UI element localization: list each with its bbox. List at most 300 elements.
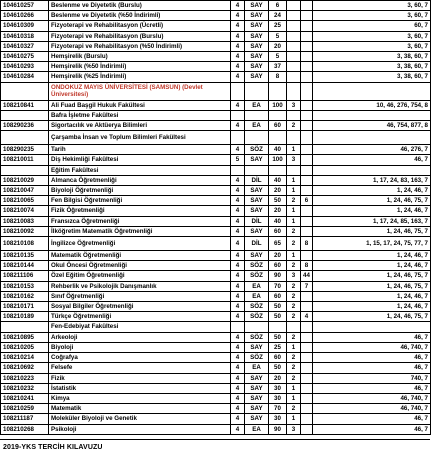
empty-cell (313, 165, 431, 175)
duration-cell: 4 (231, 175, 245, 185)
duration-cell: 5 (231, 155, 245, 165)
additional-cell (301, 206, 313, 216)
duration-cell: 4 (231, 353, 245, 363)
program-row (1, 237, 431, 251)
quota-cell: 5 (269, 31, 287, 41)
program-row (1, 353, 431, 363)
conditions-cell: 3, 60, 7 (313, 11, 431, 21)
program-name-cell: Özel Eğitim Öğretmenliği (49, 271, 231, 281)
additional-cell (301, 404, 313, 414)
score-type-cell: SAY (245, 62, 269, 72)
quota-cell: 40 (269, 216, 287, 226)
program-row (1, 41, 431, 51)
duration-cell: 4 (231, 281, 245, 291)
extra-quota-cell: 2 (287, 312, 301, 322)
conditions-cell: 1, 24, 46, 7 (313, 186, 431, 196)
program-name-cell: Türkçe Öğretmenliği (49, 312, 231, 322)
program-code-cell: 108210214 (1, 353, 49, 363)
additional-cell (301, 1, 313, 11)
program-code-cell (1, 131, 49, 145)
quota-cell: 37 (269, 62, 287, 72)
duration-cell: 4 (231, 145, 245, 155)
score-type-cell: EA (245, 424, 269, 434)
quota-cell: 100 (269, 155, 287, 165)
duration-cell: 4 (231, 186, 245, 196)
program-row (1, 312, 431, 322)
program-name-cell: Kimya (49, 393, 231, 403)
score-type-cell: DİL (245, 175, 269, 185)
university-header-row (1, 82, 431, 100)
extra-quota-cell: 2 (287, 237, 301, 251)
conditions-cell: 1, 24, 46, 7 (313, 251, 431, 261)
duration-cell: 4 (231, 373, 245, 383)
program-name-cell: Ali Fuad Başgil Hukuk Fakültesi (49, 100, 231, 110)
empty-cell (231, 82, 245, 100)
program-code-cell: 108210074 (1, 206, 49, 216)
program-name-cell: Diş Hekimliği Fakültesi (49, 155, 231, 165)
additional-cell (301, 393, 313, 403)
program-name-cell: Hemşirelik (Burslu) (49, 52, 231, 62)
extra-quota-cell (287, 31, 301, 41)
program-name-cell: Sınıf Öğretmenliği (49, 291, 231, 301)
program-code-cell: 108211106 (1, 271, 49, 281)
quota-cell: 50 (269, 302, 287, 312)
empty-cell (313, 110, 431, 120)
quota-cell: 40 (269, 145, 287, 155)
score-type-cell: SAY (245, 31, 269, 41)
program-name-cell: İlköğretim Matematik Öğretmenliği (49, 226, 231, 236)
program-code-cell (1, 82, 49, 100)
conditions-cell: 46, 740, 7 (313, 393, 431, 403)
conditions-cell: 46, 740, 7 (313, 342, 431, 352)
program-code-cell: 108210108 (1, 237, 49, 251)
score-type-cell: DİL (245, 216, 269, 226)
conditions-cell: 3, 60, 7 (313, 1, 431, 11)
program-code-cell: 108210692 (1, 363, 49, 373)
additional-cell (301, 175, 313, 185)
duration-cell: 4 (231, 216, 245, 226)
program-row (1, 1, 431, 11)
score-type-cell: SAY (245, 206, 269, 216)
empty-cell (313, 82, 431, 100)
quota-cell: 20 (269, 373, 287, 383)
empty-cell (231, 110, 245, 120)
program-code-cell: 108210047 (1, 186, 49, 196)
program-name-cell: Okul Öncesi Öğretmenliği (49, 261, 231, 271)
extra-quota-cell: 3 (287, 271, 301, 281)
duration-cell: 4 (231, 100, 245, 110)
score-type-cell: SAY (245, 21, 269, 31)
additional-cell: 4 (301, 312, 313, 322)
program-name-cell: Psikoloji (49, 424, 231, 434)
program-code-cell: 108210171 (1, 302, 49, 312)
quota-cell: 20 (269, 41, 287, 51)
quota-cell: 50 (269, 363, 287, 373)
quota-cell: 24 (269, 11, 287, 21)
score-type-cell: SAY (245, 155, 269, 165)
quota-cell: 50 (269, 196, 287, 206)
faculty-name: Bafra İşletme Fakültesi (49, 110, 231, 120)
duration-cell: 4 (231, 206, 245, 216)
quota-cell: 8 (269, 72, 287, 82)
extra-quota-cell: 1 (287, 206, 301, 216)
additional-cell: 8 (301, 237, 313, 251)
empty-cell (287, 131, 301, 145)
program-name-cell: Felsefe (49, 363, 231, 373)
conditions-cell: 46, 754, 877, 8 (313, 121, 431, 131)
program-row (1, 342, 431, 352)
program-name-cell: Hemşirelik (%50 İndirimli) (49, 62, 231, 72)
conditions-cell: 1, 24, 46, 7 (313, 291, 431, 301)
quota-cell: 30 (269, 414, 287, 424)
score-type-cell: SAY (245, 186, 269, 196)
empty-cell (301, 322, 313, 332)
conditions-cell: 60, 7 (313, 21, 431, 31)
faculty-header-row (1, 165, 431, 175)
duration-cell: 4 (231, 342, 245, 352)
conditions-cell: 1, 24, 46, 75, 7 (313, 196, 431, 206)
extra-quota-cell: 1 (287, 251, 301, 261)
additional-cell: 44 (301, 271, 313, 281)
extra-quota-cell (287, 1, 301, 11)
program-row (1, 72, 431, 82)
empty-cell (269, 322, 287, 332)
program-name-cell: Coğrafya (49, 353, 231, 363)
program-code-cell (1, 165, 49, 175)
extra-quota-cell: 3 (287, 155, 301, 165)
empty-cell (231, 165, 245, 175)
conditions-cell: 46, 7 (313, 383, 431, 393)
program-code-cell: 108210162 (1, 291, 49, 301)
conditions-cell: 3, 38, 60, 7 (313, 52, 431, 62)
additional-cell (301, 363, 313, 373)
conditions-cell: 46, 7 (313, 363, 431, 373)
program-code-cell: 108210092 (1, 226, 49, 236)
quota-cell: 60 (269, 226, 287, 236)
program-code-cell (1, 322, 49, 332)
quota-cell: 70 (269, 404, 287, 414)
program-row (1, 121, 431, 131)
empty-cell (301, 82, 313, 100)
score-type-cell: SÖZ (245, 332, 269, 342)
program-code-cell: 104610327 (1, 41, 49, 51)
duration-cell: 4 (231, 271, 245, 281)
duration-cell: 4 (231, 237, 245, 251)
footer-title: 2019-YKS TERCİH KILAVUZU (3, 444, 103, 451)
extra-quota-cell: 2 (287, 373, 301, 383)
additional-cell: 6 (301, 196, 313, 206)
conditions-cell: 46, 740, 7 (313, 404, 431, 414)
program-name-cell: Almanca Öğretmenliği (49, 175, 231, 185)
additional-cell (301, 121, 313, 131)
program-code-cell: 108210841 (1, 100, 49, 110)
extra-quota-cell: 2 (287, 121, 301, 131)
additional-cell (301, 383, 313, 393)
duration-cell: 4 (231, 383, 245, 393)
extra-quota-cell: 2 (287, 196, 301, 206)
extra-quota-cell: 1 (287, 342, 301, 352)
conditions-cell: 1, 24, 46, 7 (313, 261, 431, 271)
score-type-cell: SAY (245, 196, 269, 206)
additional-cell (301, 291, 313, 301)
quota-cell: 60 (269, 291, 287, 301)
score-type-cell: EA (245, 291, 269, 301)
footer-divider (0, 439, 430, 440)
quota-cell: 20 (269, 186, 287, 196)
duration-cell: 4 (231, 21, 245, 31)
program-name-cell: Sosyal Bilgiler Öğretmenliği (49, 302, 231, 312)
score-type-cell: SAY (245, 41, 269, 51)
program-row (1, 196, 431, 206)
score-type-cell: SAY (245, 52, 269, 62)
quota-cell: 65 (269, 237, 287, 251)
program-row (1, 261, 431, 271)
empty-cell (287, 82, 301, 100)
faculty-header-row (1, 110, 431, 120)
program-code-cell: 108210895 (1, 332, 49, 342)
program-code-cell: 108211187 (1, 414, 49, 424)
additional-cell (301, 342, 313, 352)
duration-cell: 4 (231, 404, 245, 414)
extra-quota-cell: 1 (287, 186, 301, 196)
program-name-cell: Fen Bilgisi Öğretmenliği (49, 196, 231, 206)
program-name-cell: Matematik (49, 404, 231, 414)
program-name-cell: Arkeoloji (49, 332, 231, 342)
score-type-cell: SAY (245, 226, 269, 236)
program-name-cell: Tarih (49, 145, 231, 155)
extra-quota-cell: 2 (287, 226, 301, 236)
additional-cell (301, 226, 313, 236)
empty-cell (269, 131, 287, 145)
additional-cell (301, 414, 313, 424)
duration-cell: 4 (231, 121, 245, 131)
empty-cell (287, 110, 301, 120)
quota-cell: 100 (269, 100, 287, 110)
score-type-cell: SAY (245, 1, 269, 11)
program-code-cell: 104610318 (1, 31, 49, 41)
additional-cell (301, 100, 313, 110)
program-code-cell: 108210029 (1, 175, 49, 185)
score-type-cell: SÖZ (245, 312, 269, 322)
faculty-header-row (1, 131, 431, 145)
program-code-cell: 108210205 (1, 342, 49, 352)
program-row (1, 11, 431, 21)
program-row (1, 393, 431, 403)
extra-quota-cell: 2 (287, 332, 301, 342)
program-code-cell: 108210232 (1, 383, 49, 393)
score-type-cell: SAY (245, 404, 269, 414)
extra-quota-cell (287, 21, 301, 31)
additional-cell (301, 373, 313, 383)
score-type-cell: EA (245, 281, 269, 291)
additional-cell: 7 (301, 281, 313, 291)
program-row (1, 62, 431, 72)
program-code-cell: 108210259 (1, 404, 49, 414)
program-name-cell: İstatistik (49, 383, 231, 393)
duration-cell: 4 (231, 62, 245, 72)
university-name: ONDOKUZ MAYIS ÜNİVERSİTESİ (SAMSUN) (Devlet Üniversitesi) (49, 82, 231, 100)
additional-cell (301, 332, 313, 342)
program-code-cell: 108210268 (1, 424, 49, 434)
extra-quota-cell: 1 (287, 175, 301, 185)
program-name-cell: Beslenme ve Diyetetik (%50 İndirimli) (49, 11, 231, 21)
score-type-cell: SAY (245, 11, 269, 21)
program-name-cell: Fransızca Öğretmenliği (49, 216, 231, 226)
conditions-cell: 46, 7 (313, 424, 431, 434)
conditions-cell: 3, 60, 7 (313, 41, 431, 51)
duration-cell: 4 (231, 41, 245, 51)
program-row (1, 155, 431, 165)
program-row (1, 332, 431, 342)
empty-cell (287, 165, 301, 175)
score-type-cell: SÖZ (245, 145, 269, 155)
extra-quota-cell: 1 (287, 145, 301, 155)
program-name-cell: Biyoloji (49, 342, 231, 352)
program-row (1, 216, 431, 226)
quota-cell: 6 (269, 1, 287, 11)
empty-cell (313, 131, 431, 145)
extra-quota-cell: 3 (287, 424, 301, 434)
score-type-cell: SÖZ (245, 271, 269, 281)
program-row (1, 271, 431, 281)
duration-cell: 4 (231, 291, 245, 301)
duration-cell: 4 (231, 52, 245, 62)
extra-quota-cell (287, 72, 301, 82)
program-row (1, 383, 431, 393)
conditions-cell: 3, 38, 60, 7 (313, 72, 431, 82)
program-name-cell: Hemşirelik (%25 İndirimli) (49, 72, 231, 82)
additional-cell (301, 216, 313, 226)
empty-cell (301, 131, 313, 145)
duration-cell: 4 (231, 31, 245, 41)
program-name-cell: Fizik Öğretmenliği (49, 206, 231, 216)
program-row (1, 281, 431, 291)
program-code-cell: 108210135 (1, 251, 49, 261)
duration-cell: 4 (231, 363, 245, 373)
duration-cell: 4 (231, 251, 245, 261)
conditions-cell: 1, 24, 46, 75, 7 (313, 226, 431, 236)
empty-cell (269, 110, 287, 120)
conditions-cell: 740, 7 (313, 373, 431, 383)
conditions-cell: 3, 60, 7 (313, 31, 431, 41)
conditions-cell: 1, 24, 46, 75, 7 (313, 312, 431, 322)
program-row (1, 206, 431, 216)
conditions-cell: 46, 7 (313, 414, 431, 424)
conditions-cell: 1, 24, 46, 7 (313, 302, 431, 312)
quota-cell: 25 (269, 21, 287, 31)
score-type-cell: SAY (245, 251, 269, 261)
empty-cell (245, 322, 269, 332)
score-type-cell: SAY (245, 393, 269, 403)
program-code-cell: 108210189 (1, 312, 49, 322)
program-code-cell: 108290236 (1, 121, 49, 131)
empty-cell (313, 322, 431, 332)
program-name-cell: Moleküler Biyoloji ve Genetik (49, 414, 231, 424)
extra-quota-cell (287, 41, 301, 51)
additional-cell (301, 72, 313, 82)
empty-cell (231, 322, 245, 332)
program-code-cell: 108290235 (1, 145, 49, 155)
empty-cell (231, 131, 245, 145)
program-code-cell: 108210065 (1, 196, 49, 206)
empty-cell (269, 165, 287, 175)
program-code-cell: 104610275 (1, 52, 49, 62)
conditions-cell: 10, 46, 276, 754, 8 (313, 100, 431, 110)
program-name-cell: Fizyoterapi ve Rehabilitasyon (%50 İndirimli) (49, 41, 231, 51)
extra-quota-cell: 2 (287, 363, 301, 373)
program-code-cell: 108210144 (1, 261, 49, 271)
program-name-cell: Fizik (49, 373, 231, 383)
program-code-cell: 108210223 (1, 373, 49, 383)
program-row (1, 373, 431, 383)
quota-cell: 30 (269, 393, 287, 403)
duration-cell: 4 (231, 261, 245, 271)
program-name-cell: Rehberlik ve Psikolojik Danışmanlık (49, 281, 231, 291)
empty-cell (301, 110, 313, 120)
program-code-cell: 104610309 (1, 21, 49, 31)
extra-quota-cell: 2 (287, 281, 301, 291)
program-row (1, 31, 431, 41)
extra-quota-cell: 1 (287, 383, 301, 393)
program-name-cell: Sigortacılık ve Aktüerya Bilimleri (49, 121, 231, 131)
empty-cell (245, 82, 269, 100)
duration-cell: 4 (231, 312, 245, 322)
empty-cell (245, 131, 269, 145)
faculty-name: Eğitim Fakültesi (49, 165, 231, 175)
program-name-cell: İngilizce Öğretmenliği (49, 237, 231, 251)
program-row (1, 226, 431, 236)
conditions-cell: 46, 7 (313, 155, 431, 165)
program-row (1, 302, 431, 312)
program-name-cell: Fizyoterapi ve Rehabilitasyon (Ücretli) (49, 21, 231, 31)
program-row (1, 100, 431, 110)
quota-cell: 20 (269, 206, 287, 216)
empty-cell (245, 165, 269, 175)
additional-cell (301, 11, 313, 21)
program-row (1, 363, 431, 373)
program-code-cell: 104610284 (1, 72, 49, 82)
program-row (1, 21, 431, 31)
program-name-cell: Biyoloji Öğretmenliği (49, 186, 231, 196)
program-name-cell: Fizyoterapi ve Rehabilitasyon (Burslu) (49, 31, 231, 41)
program-code-cell: 104610257 (1, 1, 49, 11)
conditions-cell: 1, 17, 24, 85, 163, 7 (313, 216, 431, 226)
duration-cell: 4 (231, 11, 245, 21)
empty-cell (269, 82, 287, 100)
extra-quota-cell: 2 (287, 353, 301, 363)
duration-cell: 4 (231, 226, 245, 236)
quota-cell: 50 (269, 332, 287, 342)
extra-quota-cell: 1 (287, 393, 301, 403)
score-type-cell: SAY (245, 342, 269, 352)
program-row (1, 291, 431, 301)
conditions-cell: 1, 24, 46, 75, 7 (313, 281, 431, 291)
score-type-cell: SÖZ (245, 353, 269, 363)
program-row (1, 414, 431, 424)
extra-quota-cell: 3 (287, 100, 301, 110)
score-type-cell: SÖZ (245, 302, 269, 312)
extra-quota-cell: 2 (287, 291, 301, 301)
score-type-cell: EA (245, 100, 269, 110)
additional-cell (301, 251, 313, 261)
conditions-cell: 3, 38, 60, 7 (313, 62, 431, 72)
additional-cell (301, 186, 313, 196)
quota-cell: 20 (269, 251, 287, 261)
quota-cell: 90 (269, 424, 287, 434)
conditions-cell: 1, 17, 24, 83, 163, 7 (313, 175, 431, 185)
additional-cell (301, 145, 313, 155)
extra-quota-cell: 2 (287, 404, 301, 414)
